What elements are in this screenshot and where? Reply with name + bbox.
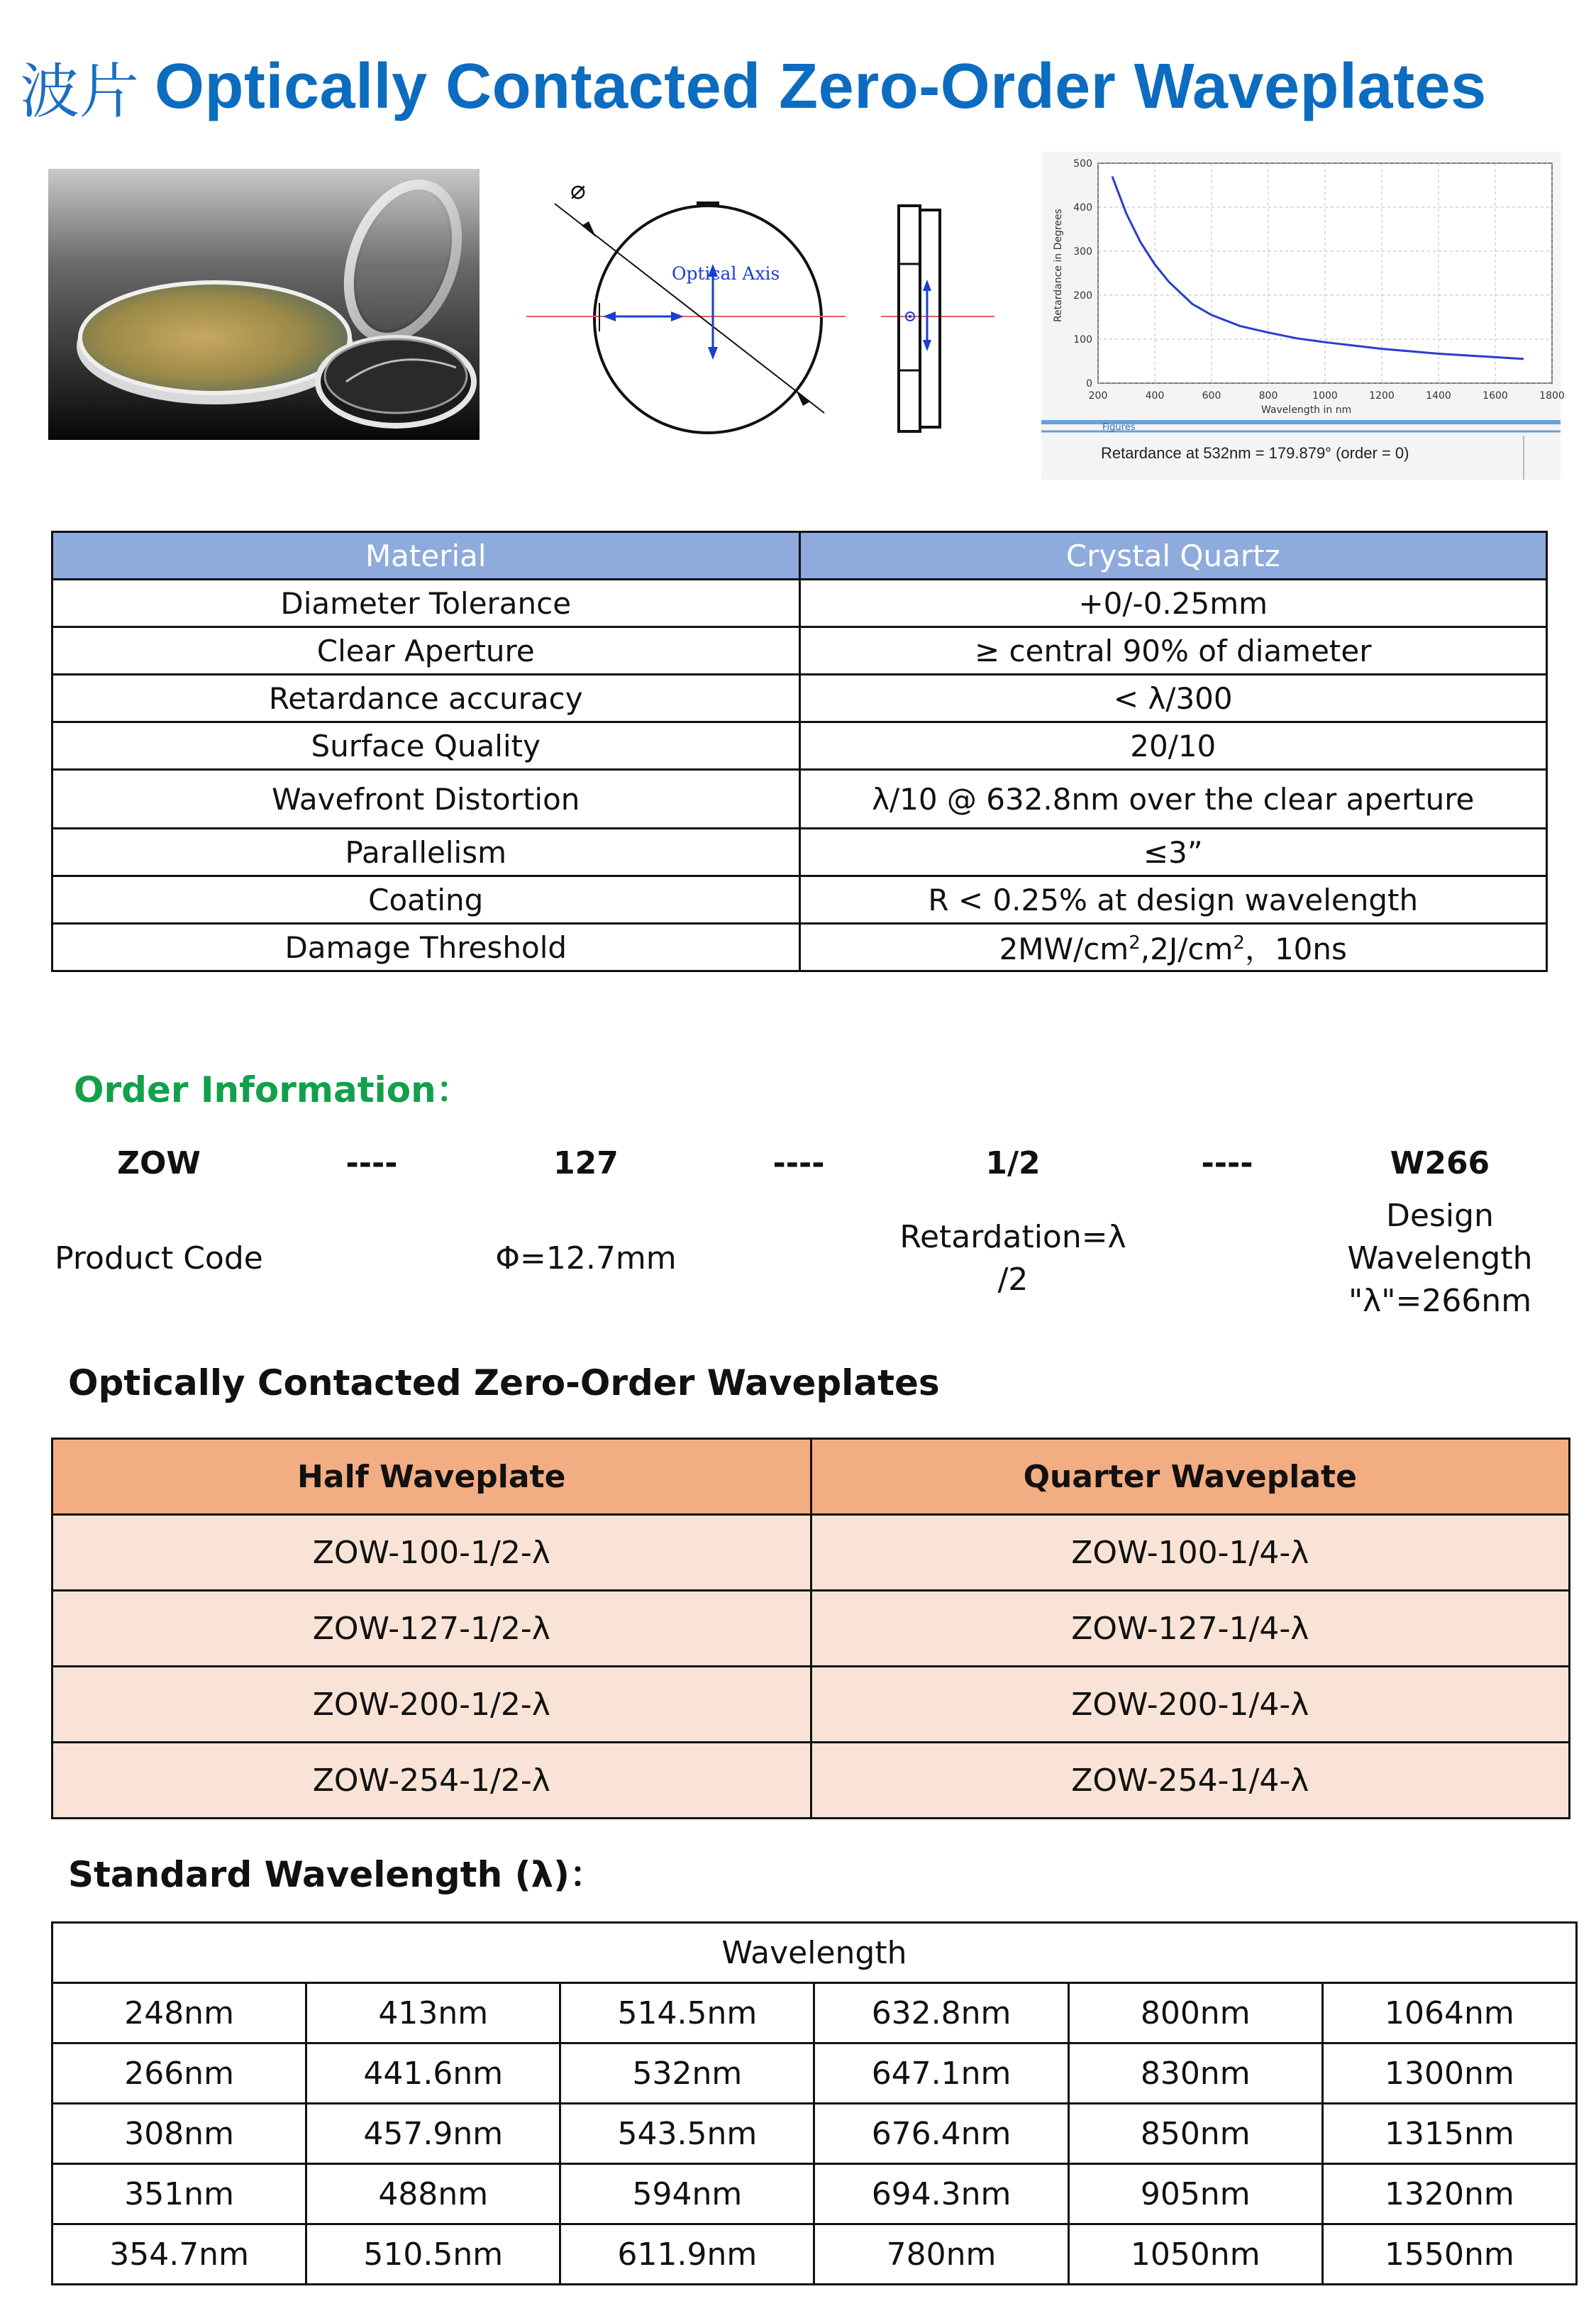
plot-ytick-label: 300 (1073, 246, 1092, 258)
half-waveplate-code: ZOW-127-1/2-λ (52, 1591, 811, 1667)
table-row (52, 2043, 1577, 2104)
wavelength-cell: 488nm (306, 2164, 560, 2224)
plot-xtick-label: 1600 (1483, 390, 1508, 402)
spec-row (52, 829, 1547, 876)
spec-header-cell: Crystal Quartz (799, 532, 1547, 580)
half-waveplate-code: ZOW-254-1/2-λ (52, 1743, 811, 1819)
retardance-plot (1041, 152, 1565, 480)
wavelength-cell: 1064nm (1322, 1983, 1576, 2043)
spec-value: ≤3” (799, 829, 1547, 876)
quarter-waveplate-code: ZOW-200-1/4-λ (811, 1667, 1570, 1743)
quarter-waveplate-code: ZOW-254-1/4-λ (811, 1743, 1570, 1819)
waveplates-title: Optically Contacted Zero-Order Waveplates (68, 1362, 940, 1403)
spec-table (51, 531, 1548, 972)
wavelength-cell: 800nm (1068, 1983, 1322, 2043)
table-row (52, 1983, 1577, 2043)
plot-ytick-label: 500 (1073, 158, 1092, 170)
wavelength-table (51, 1921, 1578, 2285)
standard-wavelength-title: Standard Wavelength (λ)： (68, 1854, 605, 1895)
wavelength-cell: 308nm (52, 2104, 306, 2164)
wavelength-cell: 457.9nm (306, 2104, 560, 2164)
wavelength-header: Wavelength (52, 1923, 1577, 1983)
damage-part: 2MW/cm (999, 932, 1129, 966)
spec-header-cell: Material (52, 532, 800, 580)
spec-label: Parallelism (52, 829, 800, 876)
order-separator: ---- (1201, 1145, 1253, 1181)
spec-row (52, 924, 1547, 971)
order-desc-product-code: Product Code (55, 1240, 263, 1276)
table-row (52, 2164, 1577, 2224)
spec-label: Retardance accuracy (52, 675, 800, 722)
plot-ytick-label: 200 (1073, 290, 1092, 302)
half-waveplate-code: ZOW-200-1/2-λ (52, 1667, 811, 1743)
plot-ylabel: Retardance in Degrees (1053, 209, 1064, 322)
plot-xtick-label: 200 (1088, 390, 1108, 402)
order-desc-retardation-line2: /2 (997, 1262, 1029, 1298)
diameter-symbol: ⌀ (570, 176, 586, 205)
spec-label: Diameter Tolerance (52, 580, 800, 627)
spec-header-row (52, 532, 1547, 580)
optical-axis-diagram (526, 165, 994, 448)
order-code: W266 (1390, 1145, 1490, 1181)
wavelength-cell: 780nm (814, 2224, 1068, 2285)
wavelength-cell: 632.8nm (814, 1983, 1068, 2043)
spec-row (52, 580, 1547, 627)
wavelength-cell: 441.6nm (306, 2043, 560, 2104)
wavelength-cell: 694.3nm (814, 2164, 1068, 2224)
wavelength-cell: 1315nm (1322, 2104, 1576, 2164)
plot-caption: Retardance at 532nm = 179.879° (order = 0) (1101, 444, 1409, 462)
plot-xtick-label: 1400 (1426, 390, 1451, 402)
waveplates-header-row (52, 1439, 1570, 1515)
wavelength-cell: 248nm (52, 1983, 306, 2043)
spec-label: Damage Threshold (52, 924, 800, 971)
spec-row (52, 722, 1547, 770)
wavelength-cell: 1300nm (1322, 2043, 1576, 2104)
wavelength-cell: 514.5nm (560, 1983, 814, 2043)
table-row (52, 2104, 1577, 2164)
spec-value: λ/10 @ 632.8nm over the clear aperture (799, 770, 1547, 829)
order-code: ZOW (117, 1145, 201, 1181)
spec-row (52, 627, 1547, 675)
plot-ytick-label: 400 (1073, 202, 1092, 214)
spec-label: Clear Aperture (52, 627, 800, 675)
superscript: 2 (1129, 932, 1141, 954)
quarter-waveplate-code: ZOW-100-1/4-λ (811, 1515, 1570, 1591)
plot-xtick-label: 800 (1258, 390, 1278, 402)
wavelength-cell: 351nm (52, 2164, 306, 2224)
order-code: 127 (553, 1145, 619, 1181)
spec-value: +0/-0.25mm (799, 580, 1547, 627)
spec-row (52, 876, 1547, 924)
wavelength-cell: 850nm (1068, 2104, 1322, 2164)
plot-xtick-label: 600 (1202, 390, 1221, 402)
spec-row (52, 675, 1547, 722)
spec-label: Coating (52, 876, 800, 924)
wavelength-cell: 532nm (560, 2043, 814, 2104)
table-row (52, 1515, 1570, 1591)
plot-legend-label: Figures (1102, 422, 1136, 433)
waveplates-table (51, 1438, 1570, 1819)
spec-value: 20/10 (799, 722, 1547, 770)
damage-part: ,2J/cm (1140, 932, 1234, 966)
plot-xtick-label: 400 (1145, 390, 1165, 402)
order-separator: ---- (345, 1145, 398, 1181)
spec-value (799, 924, 1547, 971)
wavelength-cell: 413nm (306, 1983, 560, 2043)
order-desc-design-line1: Design (1386, 1198, 1494, 1234)
wavelength-cell: 676.4nm (814, 2104, 1068, 2164)
plot-ytick-label: 100 (1073, 334, 1092, 346)
wavelength-cell: 594nm (560, 2164, 814, 2224)
product-photo (48, 169, 480, 440)
order-info-title: Order Information： (74, 1069, 472, 1110)
table-row (52, 2224, 1577, 2285)
order-desc-retardation-line1: Retardation=λ (899, 1219, 1126, 1255)
spec-value: < λ/300 (799, 675, 1547, 722)
order-desc-phi: Φ=12.7mm (495, 1240, 677, 1276)
wavelength-cell: 905nm (1068, 2164, 1322, 2224)
wavelength-cell: 830nm (1068, 2043, 1322, 2104)
title-chinese: 波片 (20, 57, 140, 126)
waveplates-header-quarter: Quarter Waveplate (811, 1439, 1570, 1515)
optical-axis-label: Optical Axis (672, 263, 780, 284)
wavelength-cell: 543.5nm (560, 2104, 814, 2164)
spec-row (52, 770, 1547, 829)
table-row (52, 1743, 1570, 1819)
half-waveplate-code: ZOW-100-1/2-λ (52, 1515, 811, 1591)
page-title (20, 44, 1487, 126)
wavelength-cell: 611.9nm (560, 2224, 814, 2285)
wavelength-cell: 266nm (52, 2043, 306, 2104)
plot-xtick-label: 1000 (1312, 390, 1338, 402)
wavelength-cell: 647.1nm (814, 2043, 1068, 2104)
wavelength-cell: 1550nm (1322, 2224, 1576, 2285)
spec-value: R < 0.25% at design wavelength (799, 876, 1547, 924)
wavelength-cell: 354.7nm (52, 2224, 306, 2285)
wavelength-cell: 510.5nm (306, 2224, 560, 2285)
spec-label: Surface Quality (52, 722, 800, 770)
title-english: Optically Contacted Zero-Order Waveplates (155, 51, 1487, 122)
plot-xlabel: Wavelength in nm (1261, 404, 1352, 416)
plot-xtick-label: 1800 (1539, 390, 1565, 402)
order-code: 1/2 (985, 1145, 1041, 1181)
spec-label: Wavefront Distortion (52, 770, 800, 829)
table-row (52, 1667, 1570, 1743)
plot-ytick-label: 0 (1086, 378, 1092, 390)
superscript: 2 (1233, 932, 1245, 954)
table-row (52, 1591, 1570, 1667)
spec-value: ≥ central 90% of diameter (799, 627, 1547, 675)
quarter-waveplate-code: ZOW-127-1/4-λ (811, 1591, 1570, 1667)
plot-xtick-label: 1200 (1369, 390, 1395, 402)
wavelength-header-row (52, 1923, 1577, 1983)
wavelength-cell: 1050nm (1068, 2224, 1322, 2285)
waveplates-header-half: Half Waveplate (52, 1439, 811, 1515)
wavelength-cell: 1320nm (1322, 2164, 1576, 2224)
order-desc-design-line2: Wavelength (1347, 1240, 1533, 1276)
order-separator: ---- (772, 1145, 825, 1181)
damage-part: ，10ns (1244, 932, 1347, 966)
order-desc-design-line3: "λ"=266nm (1348, 1283, 1532, 1319)
